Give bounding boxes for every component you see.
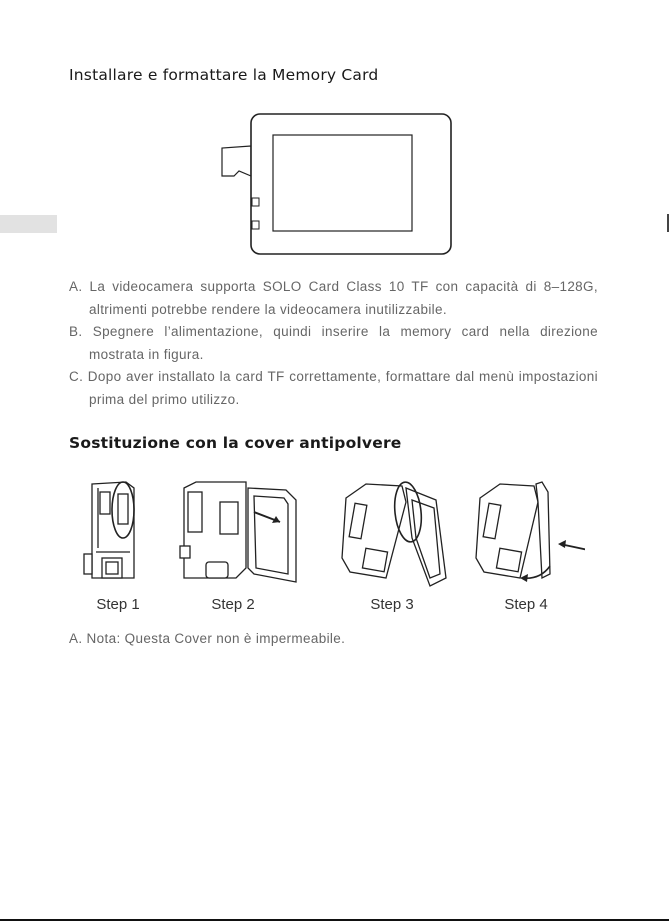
memory-card-instructions — [69, 276, 598, 411]
section-title-memory-card: Installare e formattare la Memory Card — [69, 66, 379, 84]
instruction-a: A. La videocamera supporta SOLO Card Class 10 TF con capacità di 8–128G, altrimenti potrebbe rendere la videocamera inutilizzabile. — [69, 279, 598, 317]
memory-card-illustration — [215, 108, 460, 258]
chapter-tab — [0, 215, 57, 233]
step-2-illustration — [176, 478, 316, 588]
camera-button-2 — [252, 221, 259, 229]
camera-button-1 — [252, 198, 259, 206]
note-not-waterproof: A. Nota: Questa Cover non è impermeabile. — [69, 631, 346, 646]
step-3-label: Step 3 — [370, 596, 414, 613]
step-4-label: Step 4 — [504, 596, 548, 613]
instruction-b: B. Spegnere l’alimentazione, quindi inserire la memory card nella direzione mostrata in figura. — [69, 324, 598, 362]
camera-screen — [273, 135, 412, 231]
step-4-illustration — [470, 478, 585, 588]
section-title-dust-cover: Sostituzione con la cover antipolvere — [69, 434, 402, 452]
memory-card-shape — [222, 146, 251, 176]
step-1-label: Step 1 — [96, 596, 140, 613]
step-3-illustration — [336, 478, 456, 588]
instruction-c: C. Dopo aver installato la card TF correttamente, formattare dal menù impostazioni prima del primo utilizzo. — [69, 369, 598, 407]
step-2-label: Step 2 — [211, 596, 255, 613]
step-1-illustration — [78, 478, 158, 588]
